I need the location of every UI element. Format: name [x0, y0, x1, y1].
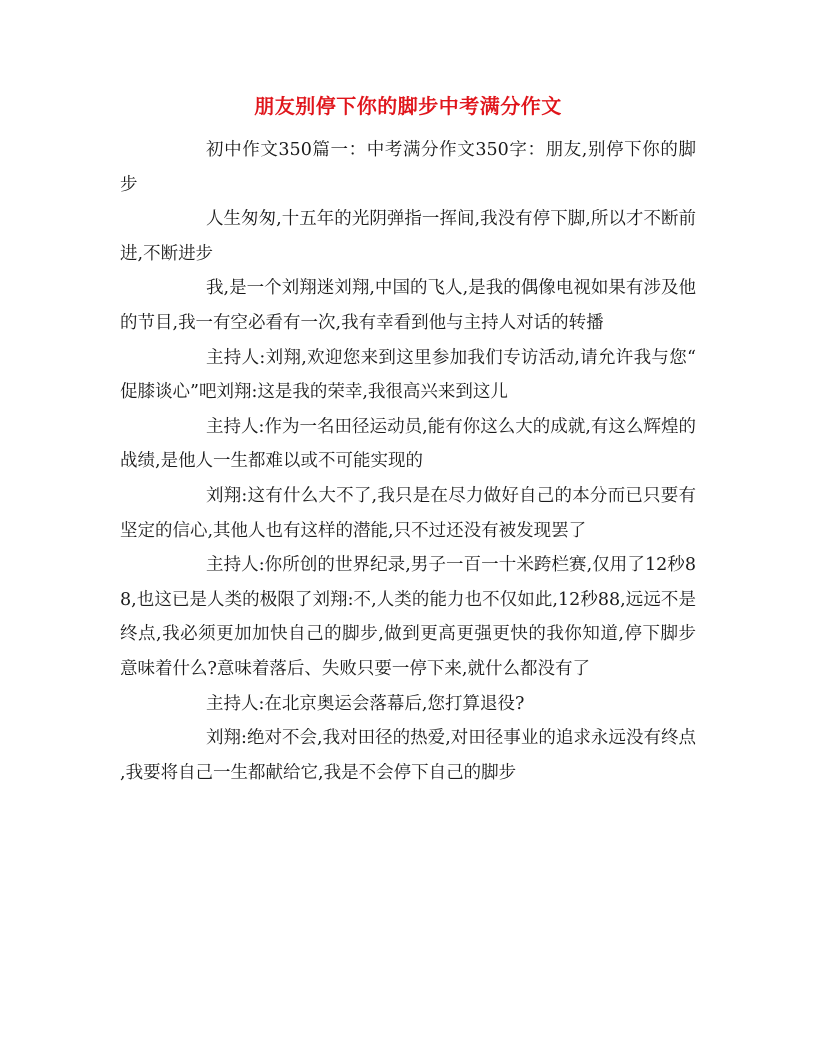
paragraph-9: 刘翔:绝对不会,我对田径的热爱,对田径事业的追求永远没有终点,我要将自己一生都献给它,我是不会停下自己的脚步 [120, 728, 696, 783]
paragraph-7: 主持人:你所创的世界纪录,男子一百一十米跨栏赛,仅用了12秒88,也这已是人类的极限了刘翔:不,人类的能力也不仅如此,12秒88,远远不是终点,我必须更加加快自己的脚步,做到更高更强更快的我你知道,停下脚步意味着什么?意味着落后、失败只要一停下来,就什么都没有了 [120, 555, 696, 679]
paragraph-6: 刘翔:这有什么大不了,我只是在尽力做好自己的本分而已只要有坚定的信心,其他人也有这样的潜能,只不过还没有被发现罢了 [120, 485, 696, 541]
paragraph-2: 人生匆匆,十五年的光阴弹指一挥间,我没有停下脚,所以才不断前进,不断进步 [120, 209, 696, 264]
document-body [120, 133, 696, 790]
paragraph-3: 我,是一个刘翔迷刘翔,中国的飞人,是我的偶像电视如果有涉及他的节目,我一有空必看有一次,我有幸看到他与主持人对话的转播 [120, 278, 696, 333]
paragraph-1: 初中作文350篇一：中考满分作文350字：朋友,别停下你的脚步 [120, 140, 696, 195]
document-title: 朋友别停下你的脚步中考满分作文 [254, 94, 562, 118]
paragraph-8: 主持人:在北京奥运会落幕后,您打算退役? [206, 693, 525, 714]
paragraph-4: 主持人:刘翔,欢迎您来到这里参加我们专访活动,请允许我与您“促膝谈心”吧刘翔:这是我的荣幸,我很高兴来到这儿 [120, 347, 696, 403]
paragraph-5: 主持人:作为一名田径运动员,能有你这么大的成就,有这么辉煌的战绩,是他人一生都难以或不可能实现的 [120, 416, 696, 472]
